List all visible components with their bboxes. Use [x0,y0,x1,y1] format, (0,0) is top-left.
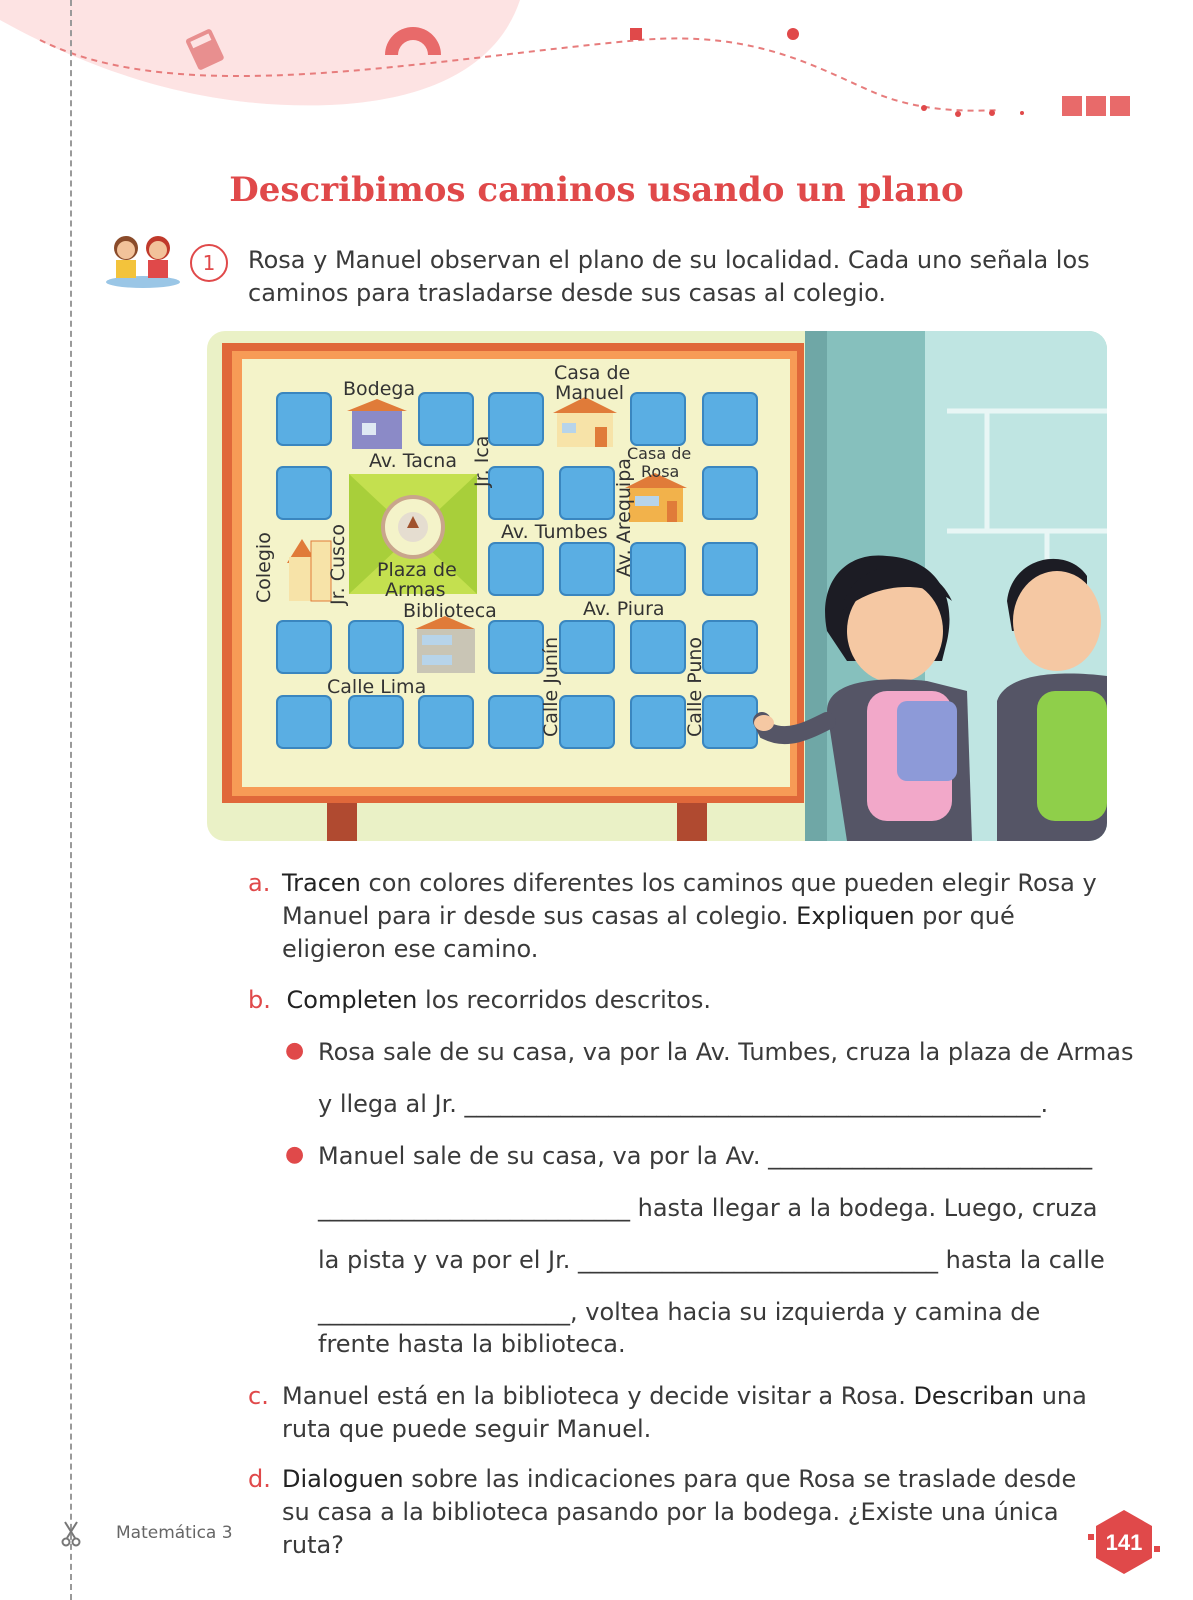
keyword-tracen: Tracen [282,869,361,897]
cut-line [70,0,72,1600]
rosa-route-line1: Rosa sale de su casa, va por la Av. Tumbes, cruza la plaza de Armas [318,1038,1134,1066]
item-d-letter: d. [248,1465,271,1493]
map-label-plaza-1: Plaza de [377,559,457,581]
keyword-completen: Completen [286,986,418,1014]
map-label-casa-manuel-2: Manuel [555,382,625,404]
item-a-text2: por qué eligieron ese camino. [282,902,1015,963]
keyword-dialoguen: Dialoguen [282,1465,404,1493]
item-d-text: sobre las indicaciones para que Rosa se traslade desde su casa a la biblioteca pasando por la bodega. ¿Existe una única ruta? [282,1465,1077,1559]
question-intro: Rosa y Manuel observan el plano de su localidad. Cada uno señala los caminos para trasladarse desde sus casas al colegio. [248,246,1090,307]
question-number: 1 [190,244,228,282]
town-map-illustration [207,331,1107,841]
item-c-letter: c. [248,1382,269,1410]
map-label-av-tacna: Av. Tacna [369,450,457,472]
page-number: 141 [1105,1530,1143,1555]
map-label-av-arequipa: Av. Arequipa [613,458,635,577]
item-b-letter: b. [248,986,271,1014]
item-a-letter: a. [248,869,271,897]
manuel-character [997,559,1107,841]
map-label-plaza-2: Armas [385,579,446,601]
map-label-casa-manuel-1: Casa de [554,362,631,384]
map-label-bodega: Bodega [343,378,416,400]
map-label-calle-lima: Calle Lima [327,676,427,698]
bullet-rosa: ● [285,1038,305,1063]
item-b [248,984,1098,1017]
header-decoration [0,0,1193,130]
cubes-icon [1062,96,1130,116]
map-label-colegio: Colegio [253,532,275,603]
item-c-text1: Manuel está en la biblioteca y decide visitar a Rosa. [282,1382,914,1410]
manuel-route-line1[interactable]: Manuel sale de su casa, va por la Av. ___________________________ [318,1142,1093,1170]
manuel-route-line5: frente hasta la biblioteca. [318,1330,626,1358]
footer-book-title: Matemática 3 [116,1523,233,1543]
group-work-icon [104,230,182,290]
cube-icon [630,28,642,40]
keyword-describan: Describan [913,1382,1035,1410]
map-label-calle-puno: Calle Puno [684,636,706,737]
item-a [248,867,1098,966]
item-d [248,1463,1098,1562]
page-number-badge [1088,1506,1160,1578]
map-label-calle-junin: Calle Junín [540,636,562,737]
manuel-route-line2[interactable]: __________________________ hasta llegar a la bodega. Luego, cruza [318,1194,1098,1222]
map-label-biblioteca: Biblioteca [403,600,497,622]
map-label-av-tumbes: Av. Tumbes [501,521,608,543]
scissors-icon [60,1520,82,1548]
bullet-manuel: ● [285,1142,305,1167]
map-label-casa-rosa-2: Rosa [641,462,680,481]
item-c [248,1380,1098,1446]
manuel-route-line4[interactable]: _____________________, voltea hacia su izquierda y camina de [318,1298,1041,1326]
map-label-jr-cusco: Jr. Cusco [327,523,349,605]
item-b-text: los recorridos descritos. [417,986,711,1014]
item-a-text1: con colores diferentes los caminos que pueden elegir Rosa y Manuel para ir desde sus casas al colegio. [282,869,1097,930]
manuel-route-line3[interactable]: la pista y va por el Jr. ______________________________ hasta la calle [318,1246,1105,1274]
page-title: Describimos caminos usando un plano [229,170,964,210]
map-label-casa-rosa-1: Casa de [627,444,692,463]
item-c-text2: una ruta que puede seguir Manuel. [282,1382,1087,1443]
keyword-expliquen: Expliquen [796,902,915,930]
map-label-av-piura: Av. Piura [583,598,665,620]
rosa-route-line2[interactable]: y llega al Jr. ________________________________________________. [318,1090,1049,1118]
map-label-jr-ica: Jr. Ica [471,435,493,487]
